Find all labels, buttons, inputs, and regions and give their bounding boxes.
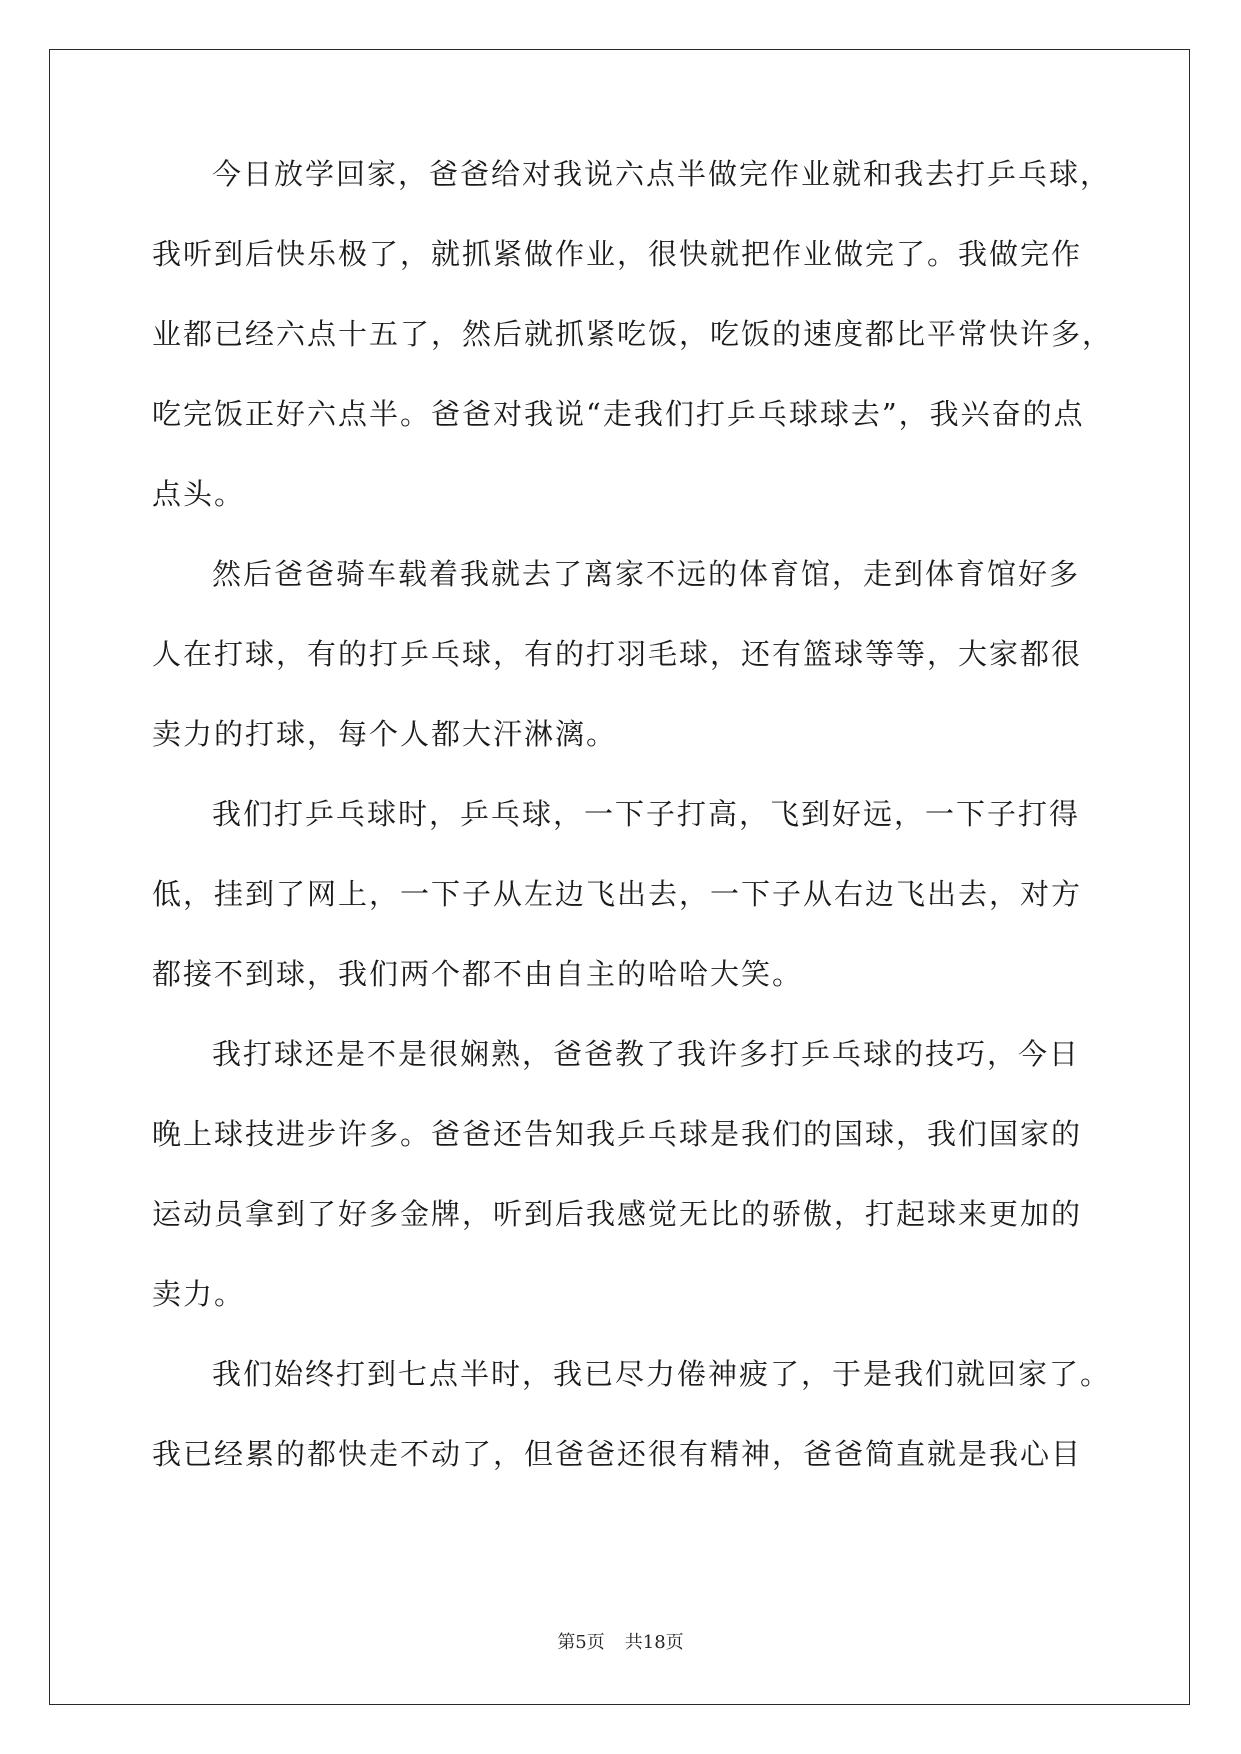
text-line: 都接不到球，我们两个都不由自主的哈哈大笑。 <box>152 957 804 991</box>
page-number: 第5页 <box>557 1632 605 1653</box>
page-footer <box>0 1628 1241 1654</box>
document-body <box>152 157 1114 1518</box>
text-line: 然后爸爸骑车载着我就去了离家不远的体育馆，走到体育馆好多 <box>212 557 1081 591</box>
text-line: 我们打乒乓球时，乒乓球，一下子打高，飞到好远，一下子打得 <box>212 797 1081 831</box>
text-line: 点头。 <box>152 477 246 511</box>
text-line: 我打球还是不是很娴熟，爸爸教了我许多打乒乓球的技巧，今日 <box>212 1037 1081 1071</box>
text-line: 吃完饭正好六点半。爸爸对我说“走我们打乒乓球球去”，我兴奋的点 <box>152 397 1085 431</box>
page-total: 共18页 <box>624 1632 684 1653</box>
text-line: 我已经累的都快走不动了，但爸爸还很有精神，爸爸简直就是我心目 <box>152 1437 1083 1471</box>
text-line: 卖力。 <box>152 1277 246 1311</box>
text-line: 我们始终打到七点半时，我已尽力倦神疲了，于是我们就回家了。 <box>212 1357 1112 1391</box>
text-line: 今日放学回家，爸爸给对我说六点半做完作业就和我去打乒乓球， <box>212 157 1112 191</box>
text-line: 卖力的打球，每个人都大汗淋漓。 <box>152 717 618 751</box>
text-line: 人在打球，有的打乒乓球，有的打羽毛球，还有篮球等等，大家都很 <box>152 637 1083 671</box>
text-line: 晚上球技进步许多。爸爸还告知我乒乓球是我们的国球，我们国家的 <box>152 1117 1083 1151</box>
text-line: 运动员拿到了好多金牌，听到后我感觉无比的骄傲，打起球来更加的 <box>152 1197 1083 1231</box>
text-line: 我听到后快乐极了，就抓紧做作业，很快就把作业做完了。我做完作 <box>152 237 1083 271</box>
text-line: 业都已经六点十五了，然后就抓紧吃饭，吃饭的速度都比平常快许多， <box>152 317 1114 351</box>
text-line: 低，挂到了网上，一下子从左边飞出去，一下子从右边飞出去，对方 <box>152 877 1083 911</box>
